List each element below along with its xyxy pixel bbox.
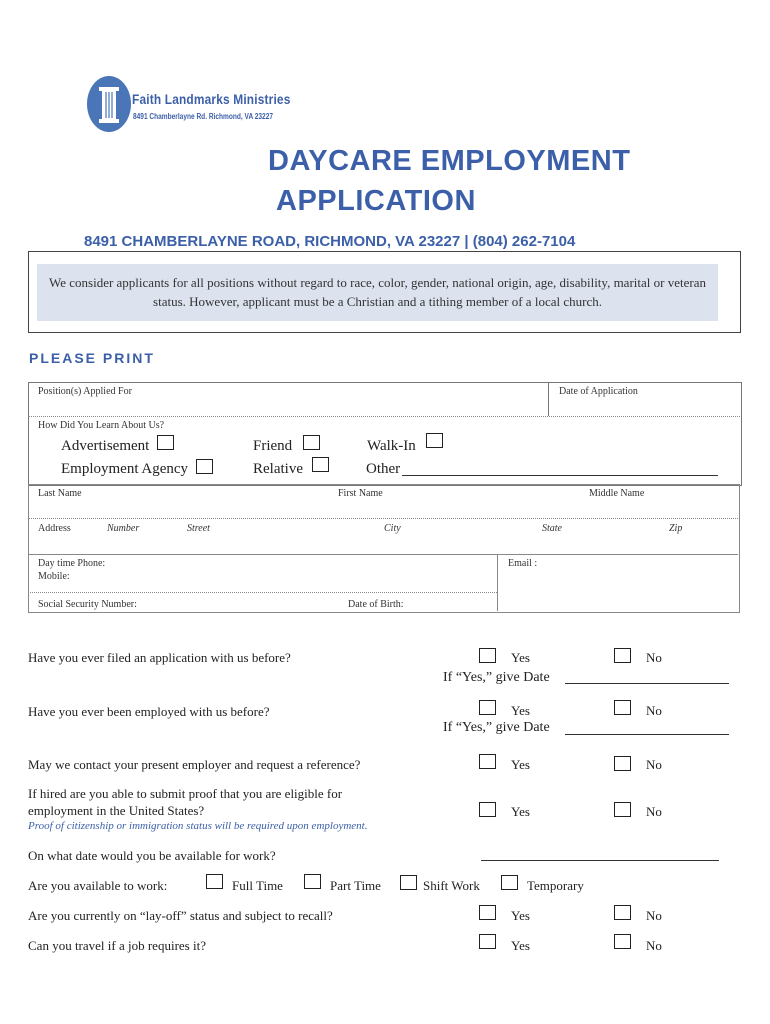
- city-label: City: [384, 523, 401, 534]
- q7-no-label: No: [646, 908, 662, 923]
- q2-date-line[interactable]: [565, 734, 729, 735]
- walk-in-checkbox[interactable]: [426, 433, 443, 448]
- employment-agency-label: Employment Agency: [61, 461, 189, 477]
- ssn-label[interactable]: Social Security Number:: [38, 599, 137, 610]
- divider: [548, 382, 549, 416]
- q2-no-label: No: [646, 703, 662, 718]
- shift-work-label: Shift Work: [423, 878, 480, 893]
- q7-yes-checkbox[interactable]: [479, 905, 496, 920]
- notice-box: [28, 251, 741, 333]
- date-of-application-label[interactable]: Date of Application: [559, 386, 638, 397]
- q-eligible-line1: If hired are you able to submit proof that you are eligible for: [28, 786, 343, 801]
- divider: [28, 554, 738, 555]
- friend-label: Friend: [253, 438, 293, 454]
- q8-no-checkbox[interactable]: [614, 934, 631, 949]
- pillar-logo-icon: [86, 75, 132, 133]
- q3-yes-checkbox[interactable]: [479, 754, 496, 769]
- shift-work-checkbox[interactable]: [400, 875, 417, 890]
- full-time-checkbox[interactable]: [206, 874, 223, 889]
- q8-yes-checkbox[interactable]: [479, 934, 496, 949]
- q4-yes-checkbox[interactable]: [479, 802, 496, 817]
- advertisement-checkbox[interactable]: [157, 435, 174, 450]
- walk-in-label: Walk-In: [367, 438, 416, 454]
- q7-yes-label: Yes: [511, 908, 530, 923]
- notice-shaded-area: [37, 264, 718, 321]
- page-title-line1: DAYCARE EMPLOYMENT: [268, 145, 631, 177]
- q1-no-label: No: [646, 650, 662, 665]
- q-employed-before: Have you ever been employed with us before?: [28, 704, 270, 719]
- advertisement-label: Advertisement: [61, 438, 150, 454]
- logo-address: 8491 Chamberlayne Rd. Richmond, VA 23227: [133, 112, 274, 121]
- full-time-label: Full Time: [232, 878, 283, 893]
- q3-yes-label: Yes: [511, 757, 530, 772]
- q4-no-label: No: [646, 804, 662, 819]
- day-phone-label[interactable]: Day time Phone:: [38, 558, 106, 569]
- q8-yes-label: Yes: [511, 938, 530, 953]
- please-print-label: PLEASE PRINT: [29, 350, 155, 366]
- q-available-date: On what date would you be available for work?: [28, 848, 276, 863]
- how-learn-label: How Did You Learn About Us?: [38, 420, 165, 431]
- q4-yes-label: Yes: [511, 804, 530, 819]
- q2-no-checkbox[interactable]: [614, 700, 631, 715]
- q2-if-yes-label: If “Yes,” give Date: [443, 720, 550, 735]
- notice-text: We consider applicants for all positions without regard to race, color, gender, national origin, age, disability, marital or veteran status. However, applicant must be a Christian and a tithing member of a local church.: [49, 275, 706, 309]
- logo-name: Faith Landmarks Ministries: [132, 91, 291, 107]
- q1-date-line[interactable]: [565, 683, 729, 684]
- name-address-section: [28, 484, 740, 613]
- page-title-line2: APPLICATION: [276, 185, 476, 217]
- other-input-line[interactable]: [402, 475, 718, 476]
- zip-label: Zip: [669, 523, 683, 534]
- q2-yes-label: Yes: [511, 703, 530, 718]
- q3-no-label: No: [646, 757, 662, 772]
- first-name-label[interactable]: First Name: [338, 488, 383, 499]
- state-label: State: [542, 523, 562, 534]
- q-eligible-note: Proof of citizenship or immigration status will be required upon employment.: [28, 820, 368, 832]
- q1-yes-checkbox[interactable]: [479, 648, 496, 663]
- relative-checkbox[interactable]: [312, 457, 329, 472]
- q3-no-checkbox[interactable]: [614, 756, 631, 771]
- positions-applied-label[interactable]: Position(s) Applied For: [38, 386, 132, 397]
- org-address: 8491 CHAMBERLAYNE ROAD, RICHMOND, VA 23227 | (804) 262-7104: [84, 233, 576, 250]
- part-time-label: Part Time: [330, 878, 381, 893]
- q1-if-yes-label: If “Yes,” give Date: [443, 670, 550, 685]
- divider: [28, 592, 497, 593]
- q-eligible-line2: employment in the United States?: [28, 803, 205, 818]
- q-filed-before: Have you ever filed an application with us before?: [28, 650, 291, 665]
- temporary-checkbox[interactable]: [501, 875, 518, 890]
- q-travel: Can you travel if a job requires it?: [28, 938, 206, 953]
- employment-agency-checkbox[interactable]: [196, 459, 213, 474]
- q7-no-checkbox[interactable]: [614, 905, 631, 920]
- q1-no-checkbox[interactable]: [614, 648, 631, 663]
- friend-checkbox[interactable]: [303, 435, 320, 450]
- other-label: Other: [366, 461, 401, 477]
- q2-yes-checkbox[interactable]: [479, 700, 496, 715]
- street-label: Street: [187, 523, 210, 534]
- dob-label[interactable]: Date of Birth:: [348, 599, 404, 610]
- divider: [28, 416, 740, 417]
- address-label[interactable]: Address: [38, 523, 71, 534]
- mobile-label[interactable]: Mobile:: [38, 571, 70, 582]
- q8-no-label: No: [646, 938, 662, 953]
- temporary-label: Temporary: [527, 878, 584, 893]
- q-contact-employer: May we contact your present employer and request a reference?: [28, 757, 361, 772]
- part-time-checkbox[interactable]: [304, 874, 321, 889]
- number-label: Number: [107, 523, 140, 534]
- email-label[interactable]: Email :: [508, 558, 538, 569]
- q-lay-off: Are you currently on “lay-off” status and subject to recall?: [28, 908, 333, 923]
- q1-yes-label: Yes: [511, 650, 530, 665]
- relative-label: Relative: [253, 461, 303, 477]
- divider: [28, 518, 738, 519]
- divider: [497, 554, 498, 611]
- middle-name-label[interactable]: Middle Name: [589, 488, 645, 499]
- q4-no-checkbox[interactable]: [614, 802, 631, 817]
- last-name-label[interactable]: Last Name: [38, 488, 82, 499]
- available-date-line[interactable]: [481, 860, 719, 861]
- q-available-to-work: Are you available to work:: [28, 878, 168, 893]
